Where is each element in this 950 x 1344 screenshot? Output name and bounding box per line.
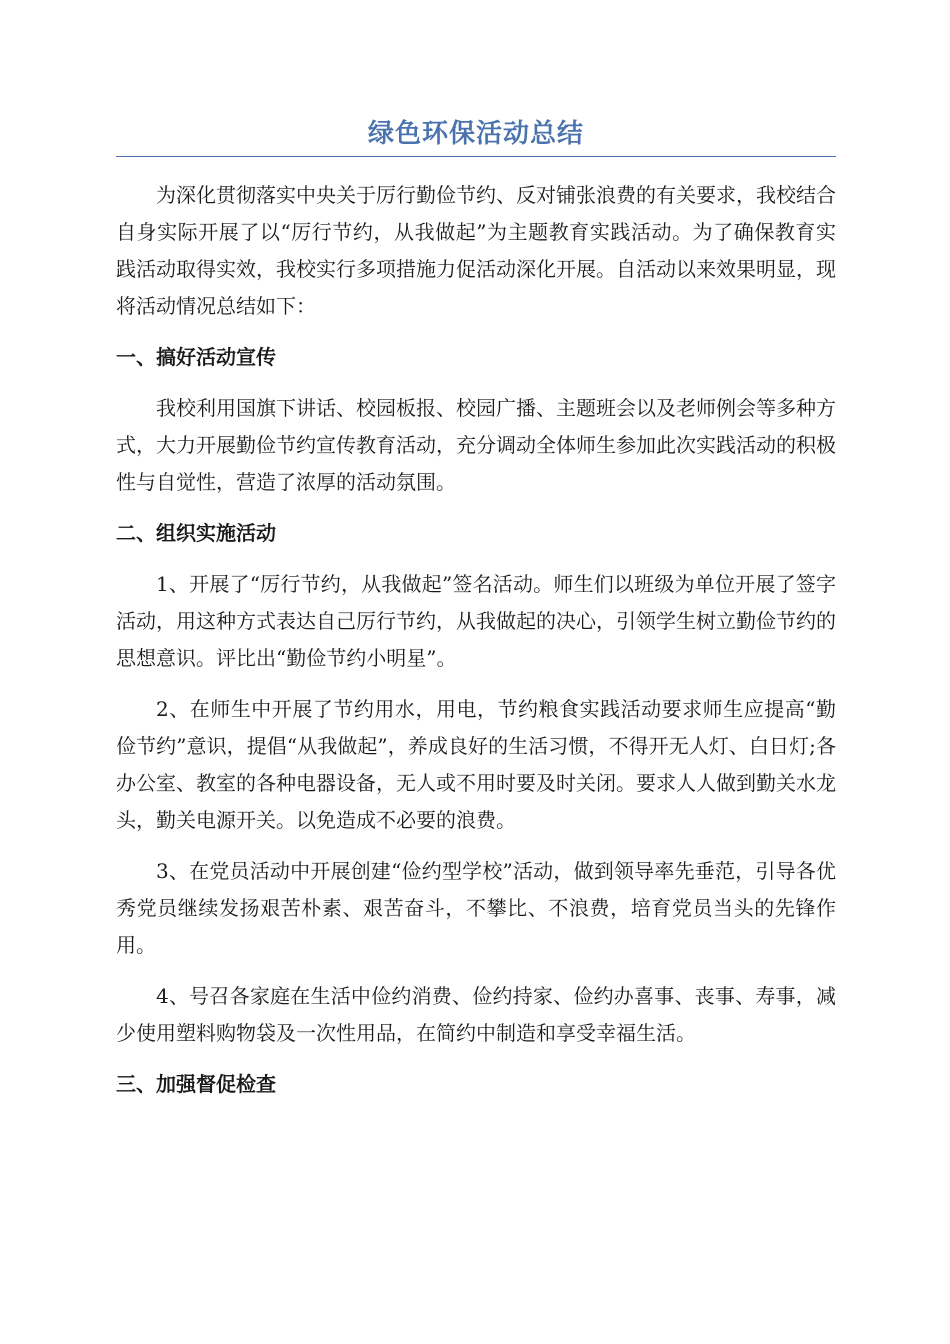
intro-paragraph: 为深化贯彻落实中央关于厉行勤俭节约、反对铺张浪费的有关要求，我校结合自身实际开展了以“厉行节约，从我做起”为主题教育实践活动。为了确保教育实践活动取得实效，我校实行多项措施力促活动深化开展。自活动以来效果明显，现将活动情况总结如下： [116, 183, 836, 318]
section-2-item-2: 2、在师生中开展了节约用水，用电，节约粮食实践活动要求师生应提高“勤俭节约”意识，提倡“从我做起”，养成良好的生活习惯，不得开无人灯、白日灯;各办公室、教室的各种电器设备，无人或不用时要及时关闭。要求人人做到勤关水龙头，勤关电源开关。以免造成不必要的浪费。 [116, 697, 836, 832]
section-heading-2: 二、组织实施活动 [116, 521, 276, 545]
section-1-paragraph-1: 我校利用国旗下讲话、校园板报、校园广播、主题班会以及老师例会等多种方式，大力开展勤俭节约宣传教育活动，充分调动全体师生参加此次实践活动的积极性与自觉性，营造了浓厚的活动氛围。 [116, 396, 836, 494]
section-2-item-1: 1、开展了“厉行节约，从我做起”签名活动。师生们以班级为单位开展了签字活动，用这种方式表达自己厉行节约，从我做起的决心，引领学生树立勤俭节约的思想意识。评比出“勤俭节约小明星”。 [116, 572, 836, 670]
section-2-item-3: 3、在党员活动中开展创建“俭约型学校”活动，做到领导率先垂范，引导各优秀党员继续发扬艰苦朴素、艰苦奋斗，不攀比、不浪费，培育党员当头的先锋作用。 [116, 859, 836, 957]
title-underline [116, 156, 836, 157]
section-heading-1: 一、搞好活动宣传 [116, 345, 276, 369]
document-title: 绿色环保活动总结 [367, 119, 584, 149]
section-2-item-4: 4、号召各家庭在生活中俭约消费、俭约持家、俭约办喜事、丧事、寿事，减少使用塑料购物袋及一次性用品，在简约中制造和享受幸福生活。 [116, 984, 836, 1045]
section-heading-3: 三、加强督促检查 [116, 1072, 276, 1096]
document-page [116, 112, 836, 1117]
